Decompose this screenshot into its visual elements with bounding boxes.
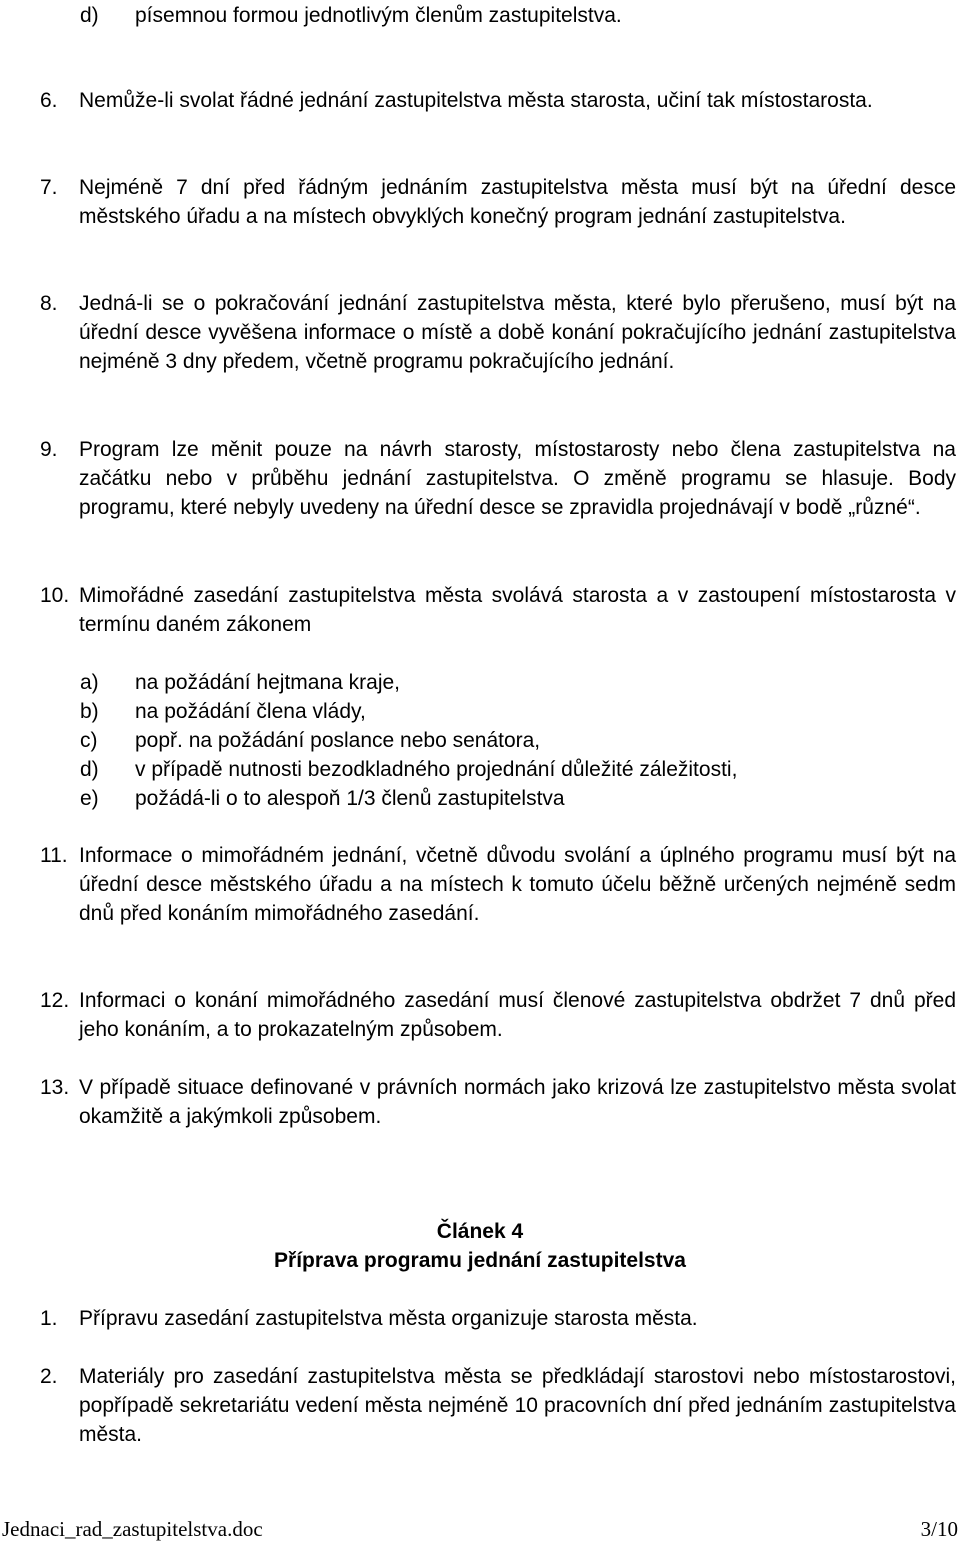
list-item bbox=[80, 755, 940, 784]
numbered-paragraph-12 bbox=[40, 986, 956, 1044]
numbered-paragraph-7 bbox=[40, 173, 956, 231]
list-text: písemnou formou jednotlivým členům zastupitelstva. bbox=[135, 4, 622, 27]
paragraph-text: Materiály pro zasedání zastupitelstva města se předkládají starostovi nebo místostarostovi, popřípadě sekretariátu vedení města nejméně 10 pracovních dní před jednáním zastupitelstva města. bbox=[79, 1365, 956, 1446]
paragraph-number: 1. bbox=[40, 1307, 58, 1330]
numbered-paragraph-8 bbox=[40, 289, 956, 376]
list-text: v případě nutnosti bezodkladného projednání důležité záležitosti, bbox=[135, 758, 738, 781]
paragraph-text: Nejméně 7 dní před řádným jednáním zastupitelstva města musí být na úřední desce městského úřadu a na místech obvyklých konečný program jednání zastupitelstva. bbox=[79, 176, 956, 228]
numbered-paragraph-9 bbox=[40, 435, 956, 522]
paragraph-number: 8. bbox=[40, 292, 58, 315]
list-text: požádá-li o to alespoň 1/3 členů zastupitelstva bbox=[135, 787, 565, 810]
footer-filename: Jednaci_rad_zastupitelstva.doc bbox=[2, 1517, 263, 1541]
article-number: Článek 4 bbox=[436, 1220, 524, 1243]
list-letter: a) bbox=[80, 671, 99, 694]
list-text: na požádání člena vlády, bbox=[135, 700, 366, 723]
paragraph-number: 12. bbox=[40, 989, 70, 1012]
list-item bbox=[80, 784, 940, 813]
article-paragraph-1 bbox=[40, 1304, 956, 1333]
paragraph-text: Mimořádné zasedání zastupitelstva města svolává starosta a v zastoupení místostarosta v termínu daném zákonem bbox=[79, 584, 956, 636]
numbered-paragraph-11 bbox=[40, 841, 956, 928]
paragraph-number: 13. bbox=[40, 1076, 70, 1099]
paragraph-number: 7. bbox=[40, 176, 58, 199]
paragraph-text: V případě situace definované v právních normách jako krizová lze zastupitelstvo města svolat okamžitě a jakýmkoli způsobem. bbox=[79, 1076, 956, 1128]
paragraph-text: Jedná-li se o pokračování jednání zastupitelstva města, které bylo přerušeno, musí být na úřední desce vyvěšena informace o místě a době konání pokračujícího jednání zastupitelstva nejméně 3 dny předem, včetně programu pokračujícího jednání. bbox=[79, 292, 956, 373]
list-letter: c) bbox=[80, 729, 98, 752]
article-title: Příprava programu jednání zastupitelstva bbox=[274, 1249, 686, 1272]
list-text: na požádání hejtmana kraje, bbox=[135, 671, 401, 694]
paragraph-text: Informace o mimořádném jednání, včetně důvodu svolání a úplného programu musí být na úřední desce městského úřadu a na místech k tomuto účelu běžně určených nejméně sedm dnů před konáním mimořádného zasedání. bbox=[79, 844, 956, 925]
numbered-paragraph-6 bbox=[40, 86, 956, 115]
article-paragraph-2 bbox=[40, 1362, 956, 1449]
list-letter: d) bbox=[80, 758, 99, 781]
paragraph-text: Přípravu zasedání zastupitelstva města organizuje starosta města. bbox=[79, 1307, 698, 1330]
numbered-paragraph-13 bbox=[40, 1073, 956, 1131]
list-letter: d) bbox=[80, 4, 99, 27]
paragraph-text: Informaci o konání mimořádného zasedání musí členové zastupitelstva obdržet 7 dnů před jeho konáním, a to prokazatelným způsobem. bbox=[79, 989, 956, 1041]
list-text: popř. na požádání poslance nebo senátora, bbox=[135, 729, 541, 752]
footer-page-number: 3/10 bbox=[920, 1517, 958, 1541]
paragraph-number: 9. bbox=[40, 438, 58, 461]
paragraph-text: Program lze měnit pouze na návrh starosty, místostarosty nebo člena zastupitelstva na začátku nebo v průběhu jednání zastupitelstva. O změně programu se hlasuje. Body programu, které nebyly uvedeny na úřední desce se zpravidla projednávají v bodě „různé“. bbox=[79, 438, 956, 519]
list-item bbox=[80, 726, 940, 755]
numbered-paragraph-10 bbox=[40, 581, 956, 639]
list-item bbox=[80, 668, 940, 697]
list-item bbox=[80, 1, 940, 30]
paragraph-number: 2. bbox=[40, 1365, 58, 1388]
list-letter: b) bbox=[80, 700, 99, 723]
paragraph-number: 11. bbox=[40, 844, 68, 867]
list-item bbox=[80, 697, 940, 726]
list-letter: e) bbox=[80, 787, 99, 810]
paragraph-number: 6. bbox=[40, 89, 58, 112]
paragraph-number: 10. bbox=[40, 584, 70, 607]
paragraph-text: Nemůže-li svolat řádné jednání zastupitelstva města starosta, učiní tak místostarosta. bbox=[79, 89, 873, 112]
